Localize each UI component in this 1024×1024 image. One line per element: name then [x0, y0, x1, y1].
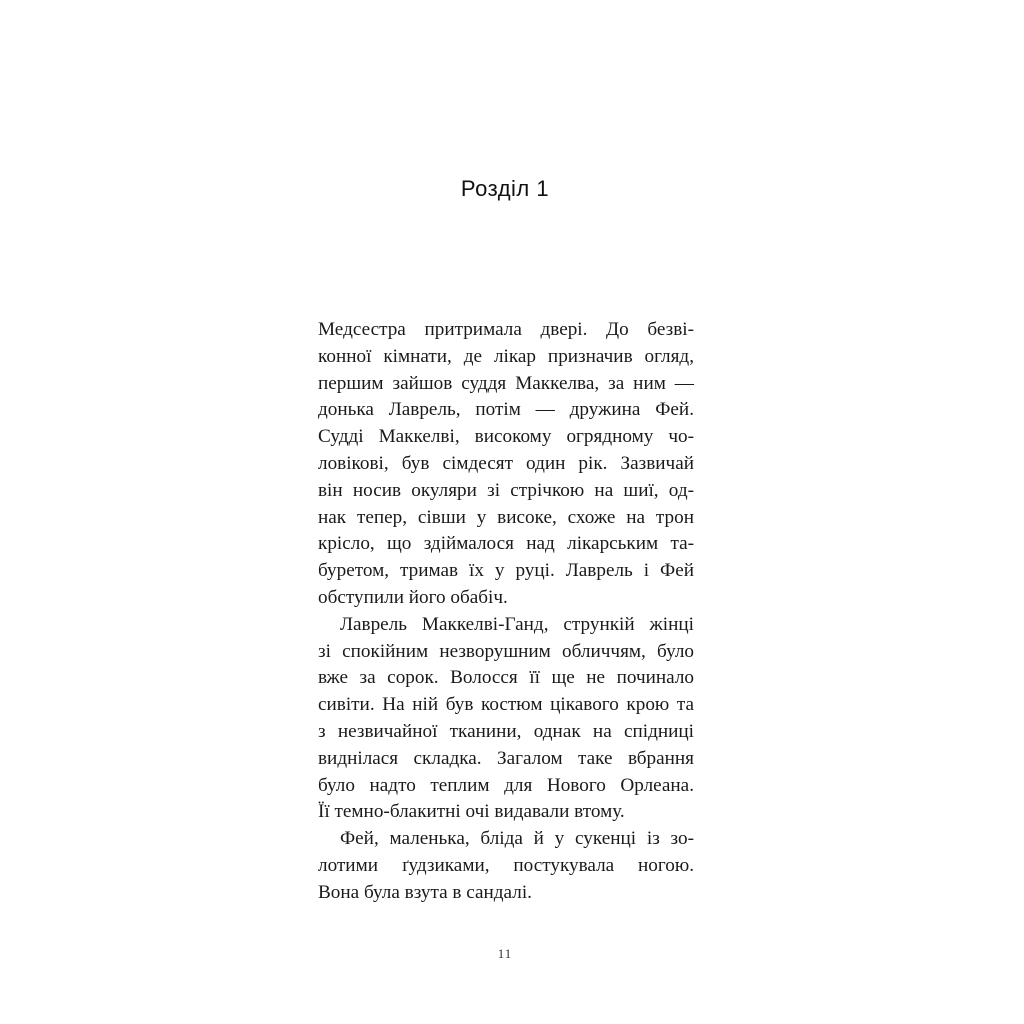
text-line: обступили його обабіч.: [318, 586, 508, 608]
text-line: донька Лаврель, потім — дружина Фей.: [318, 399, 694, 421]
paragraph-2: [318, 612, 694, 826]
text-line: з незвичайної тканини, однак на спідниці: [318, 720, 694, 742]
text-line: сивіти. На ній був костюм цікавого крою та: [318, 694, 694, 716]
page-number: 11: [497, 946, 513, 961]
text-line: ловікові, був сімдесят один рік. Зазвичай: [318, 452, 694, 474]
text-line: Медсестра притримала двері. До безві-: [318, 319, 694, 340]
text-line: нак тепер, сівши у високе, схоже на трон: [318, 506, 694, 528]
text-line: Її темно-блакитні очі видавали втому.: [318, 801, 625, 823]
text-line: зі спокійним незворушним обличчям, було: [318, 640, 694, 662]
text-line: виднілася складка. Загалом таке вбрання: [318, 747, 694, 769]
text-line: першим зайшов суддя Маккелва, за ним —: [318, 372, 694, 394]
chapter-title: Розділ 1: [460, 176, 550, 201]
text-line: Судді Маккелві, високому огрядному чо-: [318, 426, 694, 448]
text-line: було надто теплим для Нового Орлеана.: [318, 774, 694, 796]
text-line: крісло, що здіймалося над лікарським та-: [318, 533, 694, 555]
text-line: Лаврель Маккелві-Ганд, стрункій жінці: [340, 613, 694, 635]
text-line: вже за сорок. Волосся її ще не починало: [318, 667, 694, 689]
text-line: буретом, тримав їх у руці. Лаврель і Фей: [318, 560, 694, 582]
body-text: [318, 317, 694, 907]
paragraph-3: [318, 826, 694, 906]
text-line: він носив окуляри зі стрічкою на шиї, од-: [318, 479, 694, 501]
text-line: Вона була взута в сандалі.: [318, 881, 532, 903]
paragraph-1: [318, 317, 694, 612]
text-line: лотими ґудзиками, постукувала ногою.: [318, 854, 694, 876]
text-line: конної кімнати, де лікар призначив огляд,: [318, 345, 694, 367]
text-line: Фей, маленька, бліда й у сукенці із зо-: [340, 828, 694, 850]
